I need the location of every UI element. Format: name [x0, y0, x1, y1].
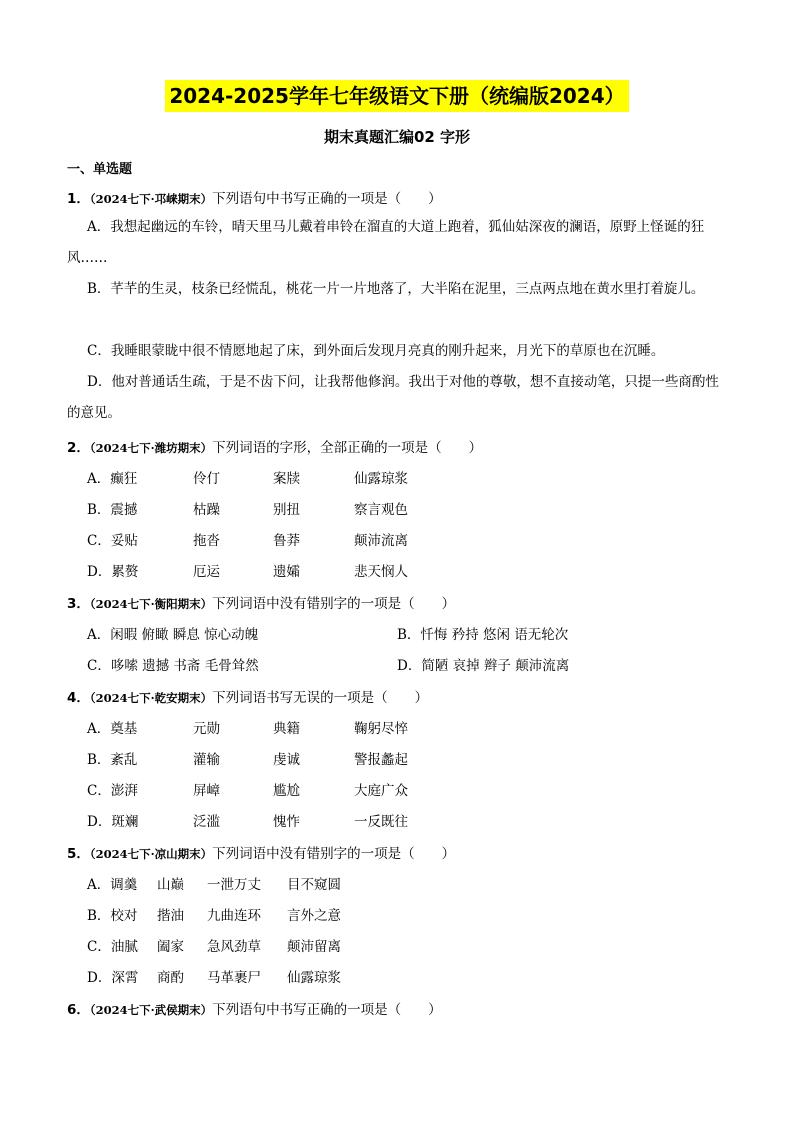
title-wrap: [0, 80, 794, 112]
question-text: 下列词语中没有错别字的一项是（ ）: [212, 596, 456, 612]
option-word: 鲁莽: [273, 533, 300, 549]
question-source: （2024七下·邛崃期末）: [89, 192, 213, 206]
option-group: C．哆嗦 遗撼 书斋 毛骨耸然: [87, 658, 259, 674]
option-word: 颠沛流离: [354, 533, 408, 549]
option-word: A．癫狂: [87, 471, 138, 487]
option-word: B．校对: [87, 908, 138, 924]
option-word: 厄运: [193, 564, 220, 580]
option-word: 愧怍: [273, 814, 300, 830]
option-word: C．妥贴: [87, 533, 138, 549]
question-number: 3．: [67, 596, 90, 612]
option-word: 案牍: [273, 471, 300, 487]
option-word: D．斑斓: [87, 814, 139, 830]
question-6-stem: [67, 998, 442, 1018]
option-word: B．震撼: [87, 502, 138, 518]
question-text: 下列语句中书写正确的一项是（ ）: [212, 191, 442, 207]
question-source: （2024七下·乾安期末）: [89, 691, 213, 705]
question-1-stem: [67, 187, 442, 207]
question-source: （2024七下·衡阳期末）: [89, 597, 213, 611]
option-word: 山巅: [157, 877, 184, 893]
option-word: 颠沛留离: [287, 939, 341, 955]
option-word: 一反既往: [354, 814, 408, 830]
option-word: 商酌: [157, 970, 184, 986]
question-1-option-d: D．他对普通话生疏，于是不齿下问，让我帮他修润。我出于对他的尊敬，想不直接动笔，只提一些商酌性的意见。: [67, 374, 719, 421]
option-word: 别扭: [273, 502, 300, 518]
option-word: 一泄万丈: [207, 877, 261, 893]
option-word: C．澎湃: [87, 783, 138, 799]
option-word: 屏嶂: [193, 783, 220, 799]
option-group: B．忏悔 矜持 悠闲 语无轮次: [397, 627, 569, 643]
question-number: 5．: [67, 846, 90, 862]
option-word: 遗孀: [273, 564, 300, 580]
option-word: 警报蠡起: [354, 752, 408, 768]
option-word: 灌输: [193, 752, 220, 768]
question-2-stem: [67, 436, 482, 456]
option-word: A．调羹: [87, 877, 138, 893]
option-word: 鞠躬尽悴: [354, 721, 408, 737]
option-word: 大庭广众: [354, 783, 408, 799]
question-text: 下列语句中书写正确的一项是（ ）: [212, 1002, 442, 1018]
option-word: D．累赘: [87, 564, 139, 580]
option-group: A．闲暇 俯瞰 瞬息 惊心动魄: [87, 627, 259, 643]
option-word: 目不窥圆: [287, 877, 341, 893]
section-heading: 一、单选题: [67, 162, 133, 177]
option-word: A．奠基: [87, 721, 138, 737]
option-word: 急风劲草: [207, 939, 261, 955]
question-number: 1．: [67, 191, 90, 207]
page-subtitle: 期末真题汇编02 字形: [323, 128, 471, 146]
option-word: 阖家: [157, 939, 184, 955]
question-source: （2024七下·潍坊期末）: [89, 441, 213, 455]
option-word: 仙露琼浆: [354, 471, 408, 487]
option-word: 言外之意: [287, 908, 341, 924]
question-text: 下列词语书写无误的一项是（ ）: [212, 690, 429, 706]
question-number: 6．: [67, 1002, 90, 1018]
question-4-stem: [67, 686, 428, 706]
question-1-option-b: B．芊芊的生灵，枝条已经慌乱，桃花一片一片地落了，大半陷在泥里，三点两点地在黄水里打着旋儿。: [87, 281, 705, 297]
option-word: B．紊乱: [87, 752, 138, 768]
question-number: 2．: [67, 440, 90, 456]
option-word: 伶仃: [193, 471, 220, 487]
option-word: 尴尬: [273, 783, 300, 799]
option-word: 九曲连环: [207, 908, 261, 924]
option-word: 泛滥: [193, 814, 220, 830]
option-word: 悲天悯人: [354, 564, 408, 580]
option-word: 察言观色: [354, 502, 408, 518]
option-word: 典籍: [273, 721, 300, 737]
question-5-stem: [67, 842, 455, 862]
option-word: 虔诚: [273, 752, 300, 768]
question-1-option-c: C．我睡眼蒙眬中很不情愿地起了床，到外面后发现月亮真的刚升起来，月光下的草原也在沉睡。: [87, 343, 665, 359]
question-3-stem: [67, 592, 455, 612]
option-word: 马革裹尸: [207, 970, 261, 986]
question-source: （2024七下·凉山期末）: [89, 847, 213, 861]
option-word: 枯躁: [193, 502, 220, 518]
question-number: 4．: [67, 690, 90, 706]
question-text: 下列词语中没有错别字的一项是（ ）: [212, 846, 456, 862]
page-title: 2024-2025学年七年级语文下册（统编版2024）: [165, 80, 628, 112]
option-word: 元勋: [193, 721, 220, 737]
question-text: 下列词语的字形，全部正确的一项是（ ）: [212, 440, 483, 456]
option-word: 仙露琼浆: [287, 970, 341, 986]
option-group: D．简陋 哀掉 辫子 颠沛流离: [397, 658, 570, 674]
option-word: 拖沓: [193, 533, 220, 549]
option-word: 揩油: [157, 908, 184, 924]
option-word: D．深霄: [87, 970, 139, 986]
option-word: C．油腻: [87, 939, 138, 955]
question-source: （2024七下·武侯期末）: [89, 1003, 213, 1017]
question-1-option-a: A．我想起幽远的车铃，晴天里马儿戴着串铃在溜直的大道上跑着，狐仙姑深夜的澜语，原野上怪诞的狂风……: [67, 219, 705, 266]
